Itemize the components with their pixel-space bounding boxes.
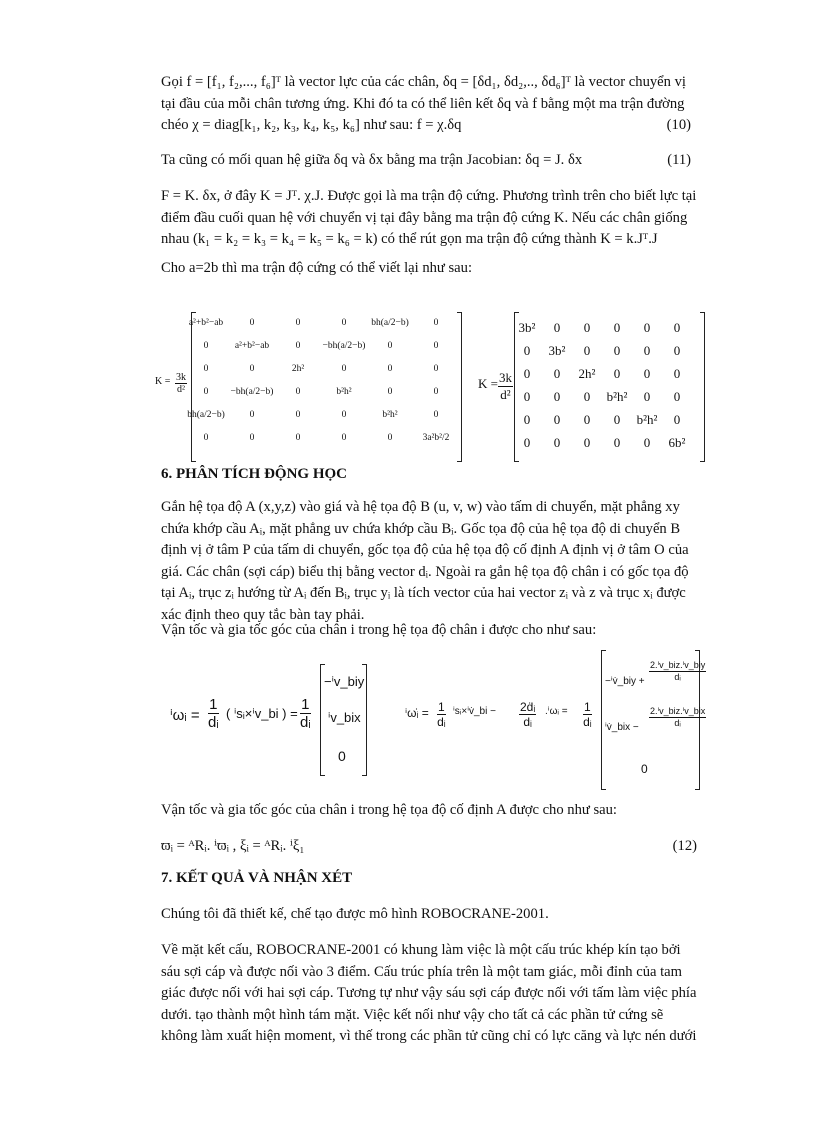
equation-12 xyxy=(161,836,711,858)
matrix-cell: a²+b²−ab xyxy=(234,341,270,351)
matrix-cell: 0 xyxy=(523,389,531,404)
matrix-cell: 0 xyxy=(341,318,347,328)
matrix-cell: b²h² xyxy=(336,387,352,397)
text-line: định vị ở tâm P của tấm di chuyển, gốc tọa độ của hệ tọa độ cố định A định vị ở tâm O của xyxy=(161,542,689,558)
matrix-cell: 0 xyxy=(433,341,439,351)
paragraph-coordinate-systems xyxy=(161,497,711,626)
cross-product: ( ⁱsᵢ×ⁱv_bi ) = xyxy=(226,706,298,721)
paragraph-robocrane-model: Chúng tôi đã thiết kế, chế tạo được mô hình ROBOCRANE-2001. xyxy=(161,906,549,922)
jacobian-text: Ta cũng có mối quan hệ giữa δq và δx bằng ma trận Jacobian: δq = J. δx xyxy=(161,152,583,168)
matrix-cell: 0 xyxy=(433,410,439,420)
cross-term: ⁱsᵢ×ⁱv̇_bi − xyxy=(453,706,496,717)
matrix-cell: 0 xyxy=(249,410,255,420)
text-line: Về mặt kết cấu, ROBOCRANE-2001 có khung làm việc là một cấu trúc khép kín tạo bởi xyxy=(161,942,681,958)
text-line: giá. Các chân (sợi cáp) biểu thị bằng vector dᵢ. Ngoài ra gắn hệ tọa độ chân i có gốc tọa độ xyxy=(161,563,689,580)
matrix-cell: 0 xyxy=(553,412,561,427)
section-7-heading: 7. KẾT QUẢ VÀ NHẬN XÉT xyxy=(161,870,353,886)
section-6-heading: 6. PHÂN TÍCH ĐỘNG HỌC xyxy=(161,466,347,482)
paragraph-structure xyxy=(161,940,711,1048)
matrix-cell: 0 xyxy=(553,366,561,381)
equation-12-text: ϖᵢ = ᴬRᵢ. ⁱϖᵢ , ξᵢ = ᴬRᵢ. ⁱξ₁ xyxy=(161,838,305,854)
matrix-cell: 0 xyxy=(613,343,621,358)
omega-term: .ⁱωᵢ = xyxy=(545,706,568,717)
intro-fixed-frame: Vận tốc và gia tốc góc của chân i trong hệ tọa độ cố định A được cho như sau: xyxy=(161,802,617,818)
matrix-cell: 0 xyxy=(643,435,651,450)
matrix-cell: 0 xyxy=(523,343,531,358)
matrix-cell: 0 xyxy=(673,343,681,358)
matrix-cell: 0 xyxy=(673,412,681,427)
matrix-cell: 0 xyxy=(673,366,681,381)
matrix-cell: 0 xyxy=(433,387,439,397)
fraction: $\frac{1}{\text{dᵢ}}$ xyxy=(437,700,446,729)
text-line: dưới. tạo thành một hình tám mặt. Việc kết nối như vậy cho tất cả các phần tử cứng sẽ xyxy=(161,1006,664,1023)
matrix-cell: 0 xyxy=(249,433,255,443)
vector-component: ⁱv_bix xyxy=(328,710,361,725)
matrix-cell: 0 xyxy=(203,387,209,397)
matrix-cell: 0 xyxy=(523,412,531,427)
matrix-prefix-fraction: $\frac{3k}{\text{d²}}$ xyxy=(499,370,512,402)
text-line: chứa khớp cầu Aᵢ, mặt phẳng uv chứa khớp cầu Bᵢ. Gốc tọa độ của hệ tọa độ di chuyển B xyxy=(161,520,681,537)
matrix-cell: b²h² xyxy=(636,412,658,427)
right-bracket xyxy=(700,312,705,462)
stiffness-matrix-general: K = $\frac{3k}{\text{d²}}$ a²+b²−ab 0 0 0 bh(a/2−b) 0 0 a²+b²−ab 0 −bh(a/2−b) 0 0 0 0 2h² 0 0 0 0 −bh(a/2−b) 0 b²h² 0 0 bh(a/2−b) 0 0 0 b²h² 0 0 0 0 0 0 3a²b²/2 xyxy=(155,312,475,462)
matrix-cell: 0 xyxy=(643,389,651,404)
angular-velocity-vector xyxy=(300,660,370,780)
matrix-prefix: K = xyxy=(478,376,498,391)
paragraph-stiffness xyxy=(161,186,711,251)
matrix-cell: 0 xyxy=(673,320,681,335)
matrix-cell: 0 xyxy=(583,343,591,358)
matrix-cell: 0 xyxy=(387,433,393,443)
equation-number: (10) xyxy=(666,117,691,133)
text-line: Gắn hệ tọa độ A (x,y,z) vào giá và hệ tọa độ B (u, v, w) vào tấm di chuyển, mặt phẳng xy xyxy=(161,499,680,515)
matrix-cell: −bh(a/2−b) xyxy=(230,387,274,397)
text-line: F = K. δx, ở đây K = Jᵀ. χ.J. Được gọi là ma trận độ cứng. Phương trình trên cho biết lực tại xyxy=(161,188,697,204)
equation-number: (11) xyxy=(667,152,691,168)
matrix-cell: b²h² xyxy=(606,389,628,404)
stiffness-matrix-simplified xyxy=(478,312,718,462)
matrix-cell: bh(a/2−b) xyxy=(371,318,409,328)
matrix-cell: 0 xyxy=(249,318,255,328)
matrix-cell: 0 xyxy=(583,320,591,335)
matrix-cell: 0 xyxy=(203,341,209,351)
matrix-cell: 0 xyxy=(387,341,393,351)
matrix-cell: 0 xyxy=(553,435,561,450)
equation-number: (12) xyxy=(672,838,697,854)
matrix-cell: 0 xyxy=(295,410,301,420)
text-line: sáu sợi cáp và được nối vào 3 điểm. Cấu trúc phía trên là một tam giác, mỗi đỉnh của tam xyxy=(161,963,683,980)
vector-component: 0 xyxy=(338,748,346,764)
matrix-cell: 0 xyxy=(433,318,439,328)
matrix-prefix-fraction: $\frac{3k}{\text{d²}}$ xyxy=(176,372,186,395)
text-line: tại Aᵢ, trục zᵢ hướng từ Aᵢ đến Bᵢ, trục yᵢ là tích vector của hai vector zᵢ và z và trục xᵢ được xyxy=(161,585,686,601)
matrix-cell: 0 xyxy=(295,387,301,397)
text-line: giác được nối với hai sợi cáp. Tương tự như vậy sáu sợi cáp được nối với tấm làm việc phía xyxy=(161,985,697,1001)
text-line: xác định theo quy tắc bàn tay phải. xyxy=(161,606,365,623)
matrix-cell: 0 xyxy=(613,412,621,427)
fraction: 2.ⁱv_biz.ⁱv_bix dᵢ xyxy=(650,706,706,728)
matrix-cell: 0 xyxy=(387,387,393,397)
matrix-cell: −bh(a/2−b) xyxy=(322,341,366,351)
matrix-cell: 2h² xyxy=(578,366,596,381)
fraction: $\frac{1}{\text{dᵢ}}$ xyxy=(300,696,311,731)
fraction: 2.ⁱv_biz.ⁱv_biy dᵢ xyxy=(650,660,706,682)
matrix-cell: 0 xyxy=(583,412,591,427)
matrix-cell: 3b² xyxy=(518,320,536,335)
fraction: $\frac{1}{\text{dᵢ}}$ xyxy=(583,700,592,729)
text-line: tại đầu của mỗi chân tương ứng. Khi đó ta có thể liên kết δq và f bằng một ma trận đường xyxy=(161,95,685,112)
matrix-cell: 0 xyxy=(553,389,561,404)
matrix-cell: 0 xyxy=(583,435,591,450)
matrix-cell: 3b² xyxy=(548,343,566,358)
matrix-cell: 0 xyxy=(523,366,531,381)
matrix-cell: 2h² xyxy=(291,364,305,374)
fraction: $\frac{\text{2ḋᵢ}}{\text{dᵢ}}$ xyxy=(520,700,536,729)
vector-row-3: 0 xyxy=(641,762,648,776)
matrix-cell: b²h² xyxy=(382,410,398,420)
matrix-cell: 0 xyxy=(295,433,301,443)
matrix-cell: 0 xyxy=(295,341,301,351)
vector-row-2: ⁱv̇_bix − xyxy=(605,722,639,733)
matrix-cell: 0 xyxy=(673,389,681,404)
matrix-cell: 0 xyxy=(643,320,651,335)
omega-lhs: ⁱωᵢ = xyxy=(170,707,200,724)
matrix-cell: 0 xyxy=(523,435,531,450)
text-line: chéo χ = diag[k₁, k₂, k₃, k₄, k₅, k₆] như sau: f = χ.δq (10) xyxy=(161,115,711,137)
matrix-cell: 0 xyxy=(249,364,255,374)
paragraph-force-vector xyxy=(161,72,711,137)
matrix-cell: 0 xyxy=(613,320,621,335)
matrix-cell: 0 xyxy=(341,410,347,420)
matrix-cell: 0 xyxy=(613,435,621,450)
paragraph-a-eq-2b: Cho a=2b thì ma trận độ cứng có thể viết lại như sau: xyxy=(161,260,472,276)
matrix-cell: 0 xyxy=(203,433,209,443)
matrix-cell: 0 xyxy=(553,320,561,335)
matrix-cell: 0 xyxy=(387,364,393,374)
matrix-cell: bh(a/2−b) xyxy=(187,410,225,420)
matrix-cell: a²+b²−ab xyxy=(188,318,224,328)
vector-row-1: −ⁱv̇_biy + xyxy=(605,676,645,687)
matrix-cell: 0 xyxy=(643,366,651,381)
matrix-cell: 0 xyxy=(613,366,621,381)
omegadot-lhs: ⁱω̇ᵢ = xyxy=(405,706,429,720)
text-line: Gọi f = [f₁, f₂,..., f₆]ᵀ là vector lực của các chân, δq = [δd₁, δd₂,.., δd₆]ᵀ là vector chuyển vị xyxy=(161,74,686,90)
matrix-cell: 6b² xyxy=(668,435,686,450)
matrix-cell: 0 xyxy=(643,343,651,358)
text-line: không làm xuất hiện moment, vì thế trong các phần tử cũng chỉ có lực căng và lực nén dưới xyxy=(161,1028,697,1044)
paragraph-jacobian xyxy=(161,150,711,172)
matrix-cell: 3a²b²/2 xyxy=(422,433,450,443)
text-line: nhau (k₁ = k₂ = k₃ = k₄ = k₅ = k₆ = k) có thể rút gọn ma trận độ cứng thành K = k.Jᵀ.J xyxy=(161,231,658,247)
matrix-cell: 0 xyxy=(341,433,347,443)
matrix-cell: 0 xyxy=(341,364,347,374)
matrix-cell: 0 xyxy=(433,364,439,374)
fraction: $\frac{1}{\text{dᵢ}}$ xyxy=(208,696,219,731)
matrix-cell: 0 xyxy=(295,318,301,328)
vector-component: −ⁱv_biy xyxy=(324,674,365,689)
intro-local-frame: Vận tốc và gia tốc góc của chân i trong hệ tọa độ chân i được cho như sau: xyxy=(161,622,597,638)
angular-acceleration-equation xyxy=(405,650,705,790)
text-line: điểm đầu cuối quan hệ với chuyển vị tại đây bằng ma trận độ cứng K. Nếu các chân giống xyxy=(161,209,688,226)
left-bracket xyxy=(601,650,606,790)
matrix-cell: 0 xyxy=(583,389,591,404)
matrix-cell: 0 xyxy=(203,364,209,374)
